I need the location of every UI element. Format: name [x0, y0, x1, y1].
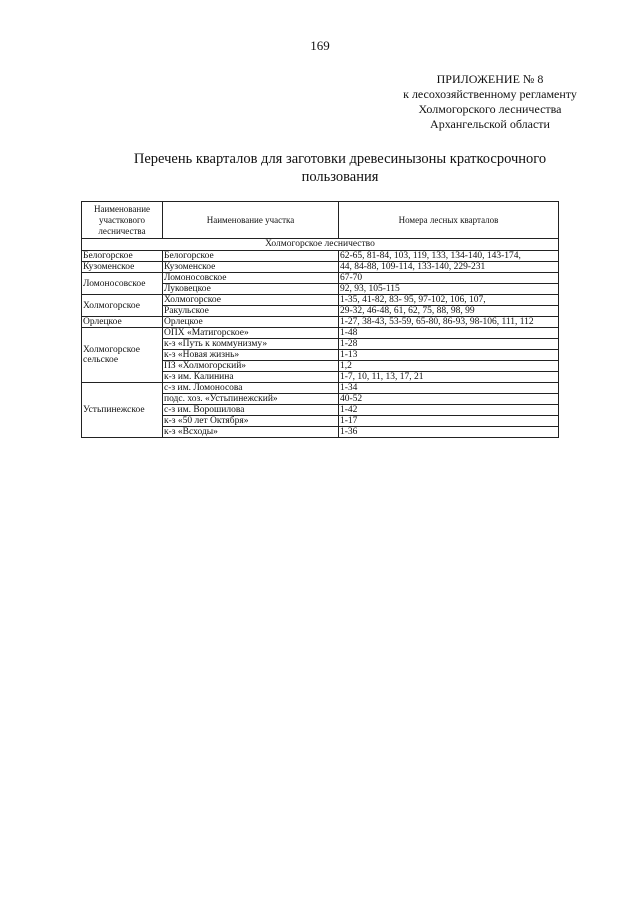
- table-row: [82, 317, 559, 328]
- table-row: [82, 295, 559, 306]
- quarters-cell: 1-7, 10, 11, 13, 17, 21: [339, 372, 559, 383]
- page-number: 169: [310, 38, 330, 53]
- site-cell: Ракульское: [163, 306, 339, 317]
- quarters-table: [81, 201, 559, 438]
- table-row: [82, 251, 559, 262]
- appendix-block: [300, 72, 640, 132]
- section-row: [82, 239, 559, 251]
- quarters-cell: 1-34: [339, 383, 559, 394]
- quarters-cell: 62-65, 81-84, 103, 119, 133, 134-140, 143-174,: [339, 251, 559, 262]
- site-cell: к-з «Новая жизнь»: [163, 350, 339, 361]
- forestry-cell: Ломоносовское: [82, 273, 163, 295]
- appendix-line-4: Архангельской области: [430, 117, 550, 131]
- site-cell: ПЗ «Холмогорский»: [163, 361, 339, 372]
- site-cell: Холмогорское: [163, 295, 339, 306]
- site-cell: к-з «50 лет Октября»: [163, 416, 339, 427]
- site-cell: Луковецкое: [163, 284, 339, 295]
- forestry-cell: Белогорское: [82, 251, 163, 262]
- table-row: [82, 328, 559, 339]
- site-cell: с-з им. Ломоносова: [163, 383, 339, 394]
- appendix-line-3: Холмогорского лесничества: [418, 102, 562, 116]
- header-site: Наименование участка: [163, 202, 339, 239]
- quarters-cell: 1-36: [339, 427, 559, 438]
- site-cell: Кузоменское: [163, 262, 339, 273]
- header-forestry: Наименование участкового лесничества: [82, 202, 163, 239]
- site-cell: Ломоносовское: [163, 273, 339, 284]
- table-row: [82, 273, 559, 284]
- forestry-cell: Холмогорское сельское: [82, 328, 163, 383]
- quarters-cell: 67-70: [339, 273, 559, 284]
- quarters-cell: 1-17: [339, 416, 559, 427]
- table-row: [82, 383, 559, 394]
- site-cell: Орлецкое: [163, 317, 339, 328]
- title-line-2: пользования: [301, 169, 379, 185]
- table-row: [82, 262, 559, 273]
- appendix-line-2: к лесохозяйственному регламенту: [403, 87, 577, 101]
- site-cell: к-з «Путь к коммунизму»: [163, 339, 339, 350]
- section-title: Холмогорское лесничество: [82, 239, 559, 251]
- document-title: [40, 150, 640, 186]
- forestry-cell: Орлецкое: [82, 317, 163, 328]
- site-cell: ОПХ «Матигорское»: [163, 328, 339, 339]
- quarters-cell: 92, 93, 105-115: [339, 284, 559, 295]
- site-cell: к-з им. Калинина: [163, 372, 339, 383]
- quarters-cell: 1-28: [339, 339, 559, 350]
- table-header-row: [82, 202, 559, 239]
- forestry-cell: Устьпинежское: [82, 383, 163, 438]
- forestry-cell: Холмогорское: [82, 295, 163, 317]
- title-line-1: Перечень кварталов для заготовки древесинызоны краткосрочного: [133, 151, 547, 167]
- quarters-cell: 1-13: [339, 350, 559, 361]
- appendix-line-1: ПРИЛОЖЕНИЕ № 8: [436, 72, 544, 86]
- quarters-cell: 1-42: [339, 405, 559, 416]
- quarters-cell: 1-35, 41-82, 83- 95, 97-102, 106, 107,: [339, 295, 559, 306]
- quarters-cell: 29-32, 46-48, 61, 62, 75, 88, 98, 99: [339, 306, 559, 317]
- quarters-cell: 1-48: [339, 328, 559, 339]
- quarters-cell: 1-27, 38-43, 53-59, 65-80, 86-93, 98-106, 111, 112: [339, 317, 559, 328]
- quarters-cell: 1,2: [339, 361, 559, 372]
- site-cell: к-з «Всходы»: [163, 427, 339, 438]
- quarters-cell: 44, 84-88, 109-114, 133-140, 229-231: [339, 262, 559, 273]
- quarters-cell: 40-52: [339, 394, 559, 405]
- site-cell: Белогорское: [163, 251, 339, 262]
- site-cell: подс. хоз. «Устьпинежский»: [163, 394, 339, 405]
- header-quarters: Номера лесных кварталов: [339, 202, 559, 239]
- site-cell: с-з им. Ворошилова: [163, 405, 339, 416]
- forestry-cell: Кузоменское: [82, 262, 163, 273]
